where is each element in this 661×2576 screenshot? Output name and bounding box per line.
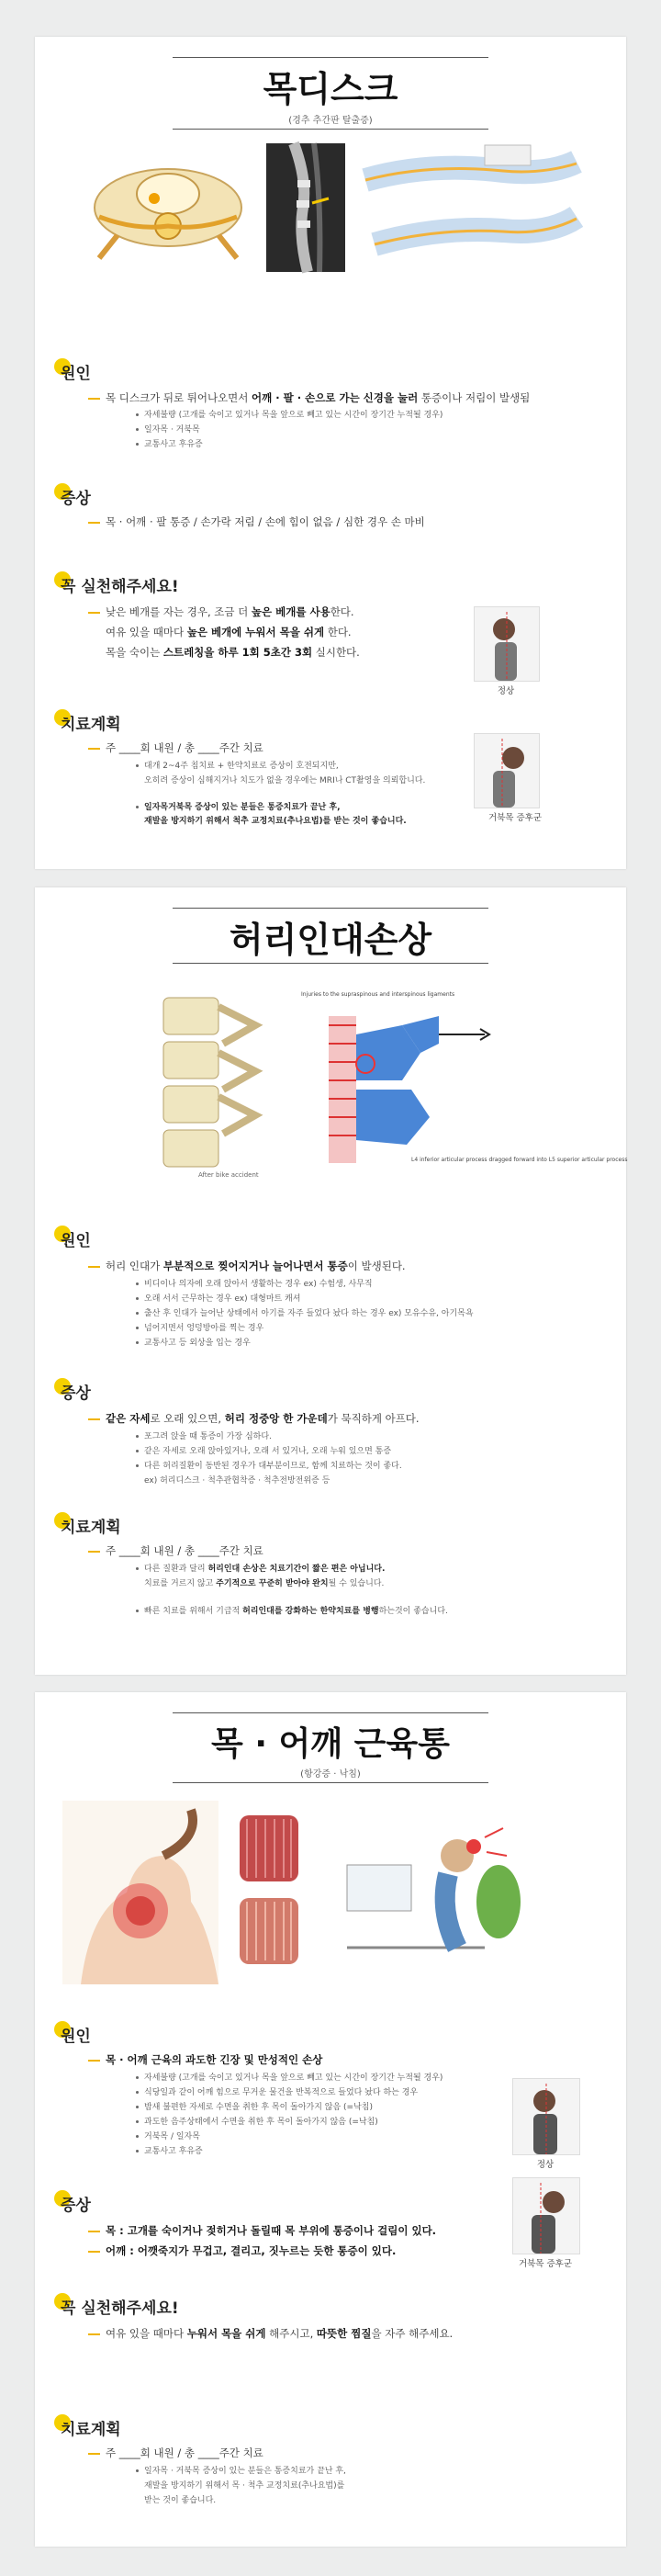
list-item: 다른 허리질환이 동반된 경우가 대부분이므로, 함께 치료하는 것이 좋다. [136,1459,402,1474]
list-item: 교통사고 등 외상을 입는 경우 [136,1336,474,1350]
symptom-shoulder: 어깨 : 어깻죽지가 무겁고, 결리고, 짓누르는 듯한 통증이 있다. [88,2243,396,2258]
list-item: 출산 후 인대가 늘어난 상태에서 아기를 자주 들었다 놨다 하는 경우 ex) 모유수유, 아기목욕 [136,1306,474,1321]
list-item: 넘어지면서 엉덩방아를 찍는 경우 [136,1321,474,1336]
page-title: 목 · 어깨 근육통 [211,1725,450,1763]
tip-line: 여유 있을 때마다 누워서 목을 쉬게 해주시고, 따뜻한 찜질을 자주 해주세요. [88,2326,453,2341]
plan-note [136,801,407,829]
plan-summary: 주 ____회 내원 / 총 ____주간 치료 [88,2446,263,2460]
cause-heading: 원인 [61,360,91,383]
arm-nerve-illustration [356,143,586,272]
symptom-list [136,1429,402,1488]
title-rule-bottom [173,1782,488,1783]
turtle-neck-photo [512,2177,580,2254]
plan-details [136,1562,448,1619]
normal-posture-caption: 정상 [536,2160,555,2170]
tip-heading: 꼭 실천해주세요! [61,573,179,596]
plan-heading: 치료계획 [61,1514,121,1537]
turtle-neck-photo [474,733,540,808]
spine-mri-image [266,143,345,272]
cause-list [136,2071,443,2159]
list-item: 식당일과 같이 어깨 힘으로 무거운 물건을 반복적으로 들었다 놨다 하는 경우 [136,2085,443,2100]
page-subtitle: (경추 추간판 탈출증) [288,116,373,126]
symptom-heading: 증상 [61,1380,91,1403]
cause-summary: 허리 인대가 부분적으로 찢어지거나 늘어나면서 통증이 발생된다. [88,1259,406,1273]
list-item: 자세불량 (고개를 숙이고 있거나 목을 앞으로 빼고 있는 시간이 장기간 누적될 경우) [136,2071,443,2085]
list-item: ex) 허리디스크 · 척추관협착증 · 척추전방전위증 등 [144,1476,330,1486]
svg-text:After bike accident: After bike accident [198,1171,259,1179]
list-item: 비디이나 의자에 오래 앉아서 생활하는 경우 ex) 수험생, 사무직 [136,1277,474,1292]
title-rule-top [173,908,488,909]
page-title: 목디스크 [263,69,398,109]
turtle-neck-caption: 거북목 증후군 [487,813,543,823]
cause-heading: 원인 [61,2023,91,2046]
svg-text:L4 inferior articular process: L4 inferior articular process dragged forward into L5 superior articular process [411,1157,628,1163]
tip-line-3: 목을 숙이는 스트레칭을 하루 1회 5초간 3회 실시한다. [106,646,360,659]
plan-summary: 주 ____회 내원 / 총 ____주간 치료 [88,740,263,755]
list-item: 대개 2~4주 침치료 + 한약치료로 증상이 호전되지만, [136,759,425,774]
list-item: 밤새 불편한 자세로 수면을 취한 후 목이 돌아가지 않음 (=낙침) [136,2100,443,2115]
list-item: 교통사고 후유증 [136,2144,443,2159]
list-item: 재발을 방지하기 위해서 목 · 척추 교정치료(추나요법)를 [144,2481,345,2491]
cause-heading: 원인 [61,1227,91,1250]
svg-text:Injuries to the supraspinous a: Injuries to the supraspinous and interspinous ligaments [301,991,455,998]
list-item: 일자목 · 거북목 증상이 있는 분들은 통증치료가 끝난 후, [136,2464,346,2479]
list-item: 자세불량 (고개를 숙이고 있거나 목을 앞으로 빼고 있는 시간이 장기간 누적될 경우) [136,408,443,423]
list-item: 일자목거북목 증상이 있는 분들은 통증치료가 끝난 후, [136,801,407,815]
lumbar-spine-illustration [136,989,292,1181]
symptom-neck: 목 : 고개를 숙이거나 젖히거나 돌릴때 목 부위에 통증이나 걸림이 있다. [88,2223,436,2238]
title-rule-top [173,57,488,58]
desk-posture-illustration [338,1801,577,1984]
plan-heading: 치료계획 [61,2416,121,2439]
neck-pain-illustration [62,1801,218,1984]
list-item: 교통사고 후유증 [136,437,443,452]
turtle-neck-caption: 거북목 증후군 [518,2259,573,2269]
neck-shoulder-card [35,1692,626,2547]
cause-list [136,408,443,452]
ligament-card [35,887,626,1675]
neck-disc-card [35,37,626,869]
title-rule-bottom [173,963,488,964]
list-item: 다른 질환과 달리 허리인대 손상은 치료기간이 짧은 편은 아닙니다. [136,1562,448,1576]
list-item: 재발을 방지하기 위해서 척추 교정치료(추나요법)를 받는 것이 좋습니다. [144,817,407,826]
cervical-vertebra-illustration [81,143,255,272]
plan-summary: 주 ____회 내원 / 총 ____주간 치료 [88,1543,263,1558]
list-item: 거북목 / 일자목 [136,2130,443,2144]
list-item: 빠른 치료를 위해서 기급적 허리인대를 강화하는 한약치료를 병행하는것이 좋습니다. [136,1604,448,1619]
list-item: 일자목 · 거북목 [136,423,443,437]
ligament-injury-diagram [301,989,628,1181]
normal-posture-caption: 정상 [497,686,515,696]
page-subtitle: (항강증 · 낙침) [300,1769,361,1779]
list-item: 같은 자세로 오래 앉아있거나, 오래 서 있거나, 오래 누워 있으면 통증 [136,1444,402,1459]
plan-details [136,2464,346,2508]
tip-line-2: 여유 있을 때마다 높은 베개에 누워서 목을 쉬게 한다. [106,626,352,638]
plan-details [136,759,425,788]
symptom-summary: 목 · 어깨 · 팔 통증 / 손가락 저림 / 손에 힘이 없음 / 심한 경우 손 마비 [88,514,425,529]
list-item: 받는 것이 좋습니다. [144,2496,217,2505]
list-item: 치료를 거르지 않고 주기적으로 꾸준히 받아야 완치될 수 있습니다. [144,1579,385,1588]
cause-summary: 목 · 어깨 근육의 과도한 긴장 및 만성적인 손상 [88,2052,322,2067]
list-item: 오래 서서 근무하는 경우 ex) 대형마트 캐셔 [136,1292,474,1306]
list-item: 오히려 증상이 심해지거나 치도가 없을 경우에는 MRI나 CT촬영을 의뢰합니다. [144,776,426,785]
title-rule-bottom [173,129,488,130]
symptom-heading: 증상 [61,2192,91,2215]
list-item: 과도한 음주상태에서 수면을 취한 후 목이 돌아가지 않음 (=낙침) [136,2115,443,2130]
symptom-heading: 증상 [61,485,91,508]
normal-posture-photo [512,2078,580,2155]
tip-line-1: 낮은 베개를 자는 경우, 조금 더 높은 베개를 사용한다. [88,604,354,619]
list-item: 포그려 앉을 때 통증이 가장 심하다. [136,1429,402,1444]
normal-posture-photo [474,606,540,682]
symptom-summary: 같은 자세로 오래 있으면, 허리 정중앙 한 가운데가 묵직하게 아프다. [88,1411,420,1426]
muscle-fiber-illustration [232,1812,306,1968]
cause-summary: 목 디스크가 뒤로 튀어나오면서 어깨 · 팔 · 손으로 가는 신경을 눌러 통증이나 저림이 발생됨 [88,390,530,405]
plan-heading: 치료계획 [61,711,121,734]
title-rule-top [173,1712,488,1713]
cause-list [136,1277,474,1350]
tip-heading: 꼭 실천해주세요! [61,2295,179,2318]
page-title: 허리인대손상 [229,920,432,960]
